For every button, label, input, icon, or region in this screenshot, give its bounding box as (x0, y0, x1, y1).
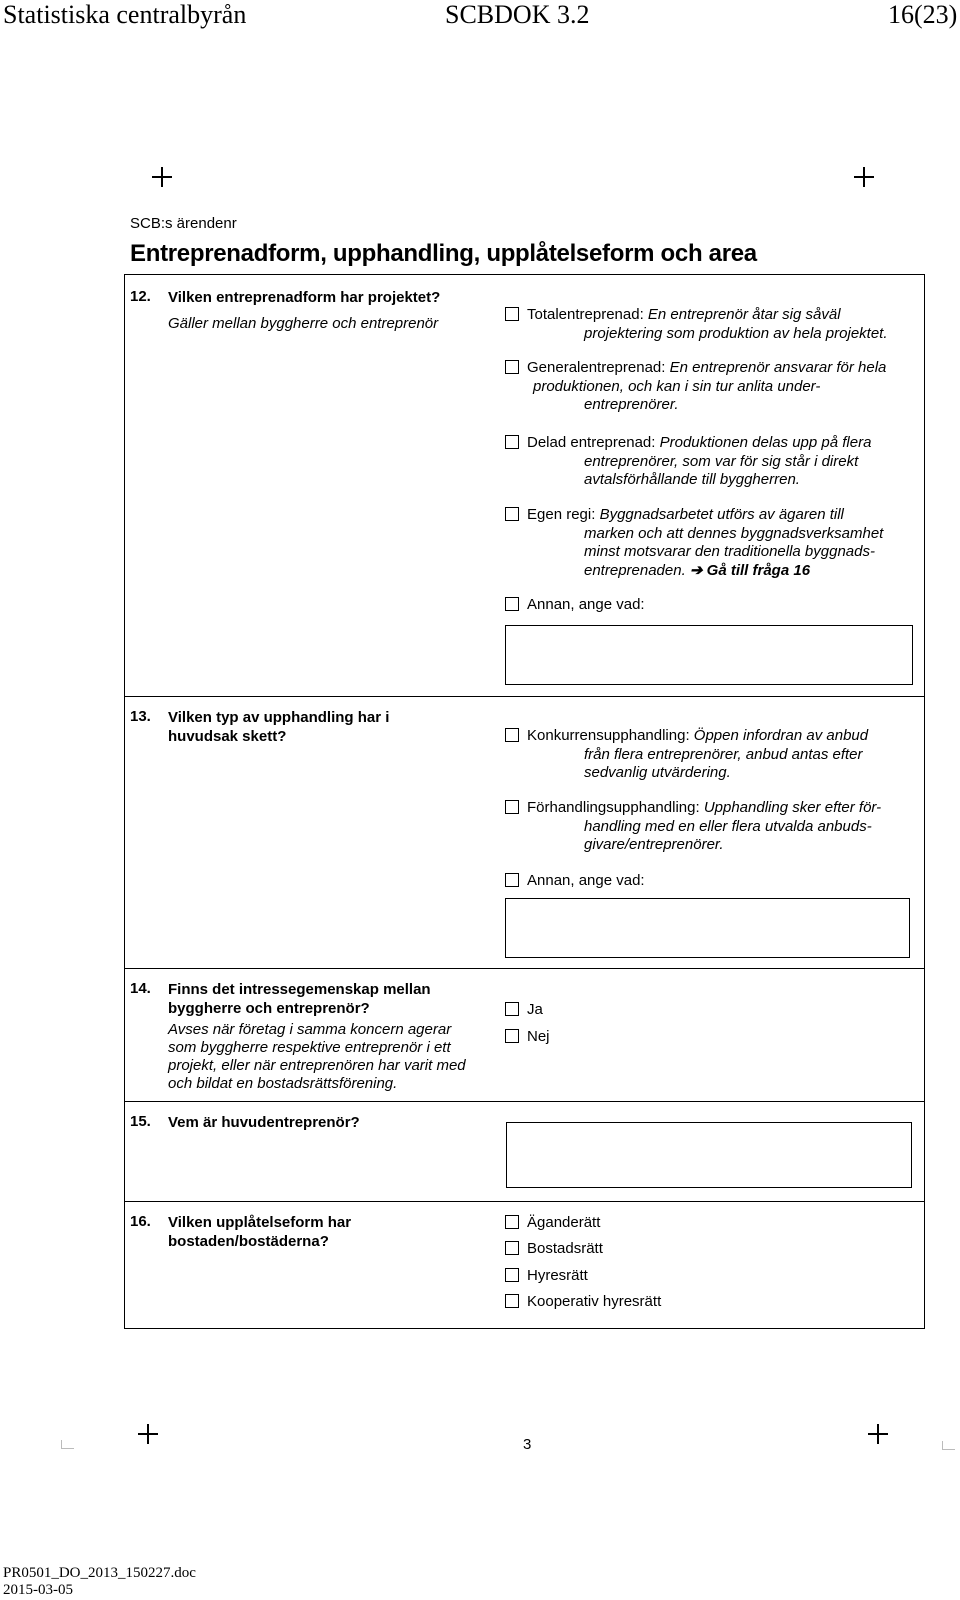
q13-number: 13. (130, 708, 151, 725)
checkbox[interactable] (505, 307, 519, 321)
q12-option-delad-entreprenad[interactable] (505, 434, 913, 490)
option-description: givare/entreprenörer. (584, 836, 724, 853)
option-description: marken och att dennes byggnadsverksamhet (584, 524, 884, 542)
option-description: entreprenörer. (584, 396, 679, 413)
arendenr-label: SCB:s ärendenr (130, 215, 237, 232)
header-org: Statistiska centralbyrån (3, 0, 247, 29)
option-description: Upphandling sker efter för- (703, 799, 882, 816)
q14-option-nej[interactable] (505, 1028, 913, 1047)
q14-question: Finns det intressegemenskap mellan byggherre och entreprenör? (168, 981, 431, 1017)
registration-mark-top-left (152, 167, 172, 187)
q14-help: Avses när företag i samma koncern agerar som byggherre respektive entreprenör i ett projekt, eller när entreprenören har varit med och bildat en bostadsrättsförening. (168, 1021, 466, 1092)
option-label: Annan, ange vad: (527, 872, 645, 889)
q16-question: Vilken upplåtelseform har bostaden/bostäderna? (168, 1214, 352, 1250)
checkbox[interactable] (505, 507, 519, 521)
q15-answer-input[interactable] (506, 1122, 912, 1188)
q14-option-ja[interactable] (505, 1001, 913, 1020)
checkbox[interactable] (505, 1241, 519, 1255)
checkbox[interactable] (505, 1294, 519, 1308)
divider-q15 (124, 1101, 925, 1102)
option-description: produktionen, och kan i sin tur anlita under- (533, 377, 821, 395)
q13-question: Vilken typ av upphandling har i huvudsak skett? (168, 709, 390, 745)
option-label: Totalentreprenad: (527, 306, 644, 323)
option-description: En entreprenör ansvarar för hela (669, 359, 887, 376)
footer-date: 2015-03-05 (3, 1582, 73, 1598)
corner-mark-right (942, 1441, 955, 1450)
q13-option-forhandlingsupphandling[interactable] (505, 799, 913, 855)
q13-option-annan[interactable] (505, 872, 913, 891)
q12-option-generalentreprenad[interactable] (505, 359, 913, 415)
divider-q13 (124, 696, 925, 697)
q12-question: Vilken entreprenadform har projektet? (168, 289, 441, 306)
q12-option-egen-regi[interactable] (505, 506, 913, 580)
option-label: Konkurrensupphandling: (527, 727, 690, 744)
option-label: Förhandlingsupphandling: (527, 799, 700, 816)
q12-other-input[interactable] (505, 625, 913, 685)
checkbox[interactable] (505, 728, 519, 742)
option-description: entreprenörer, som var för sig står i direkt (584, 452, 859, 470)
registration-mark-top-right (854, 167, 874, 187)
q15-number: 15. (130, 1113, 151, 1130)
q16-option-hyresratt[interactable] (505, 1267, 913, 1286)
checkbox[interactable] (505, 1215, 519, 1229)
divider-q14 (124, 968, 925, 969)
option-label: Egen regi: (527, 506, 596, 523)
option-description: avtalsförhållande till byggherren. (584, 471, 800, 488)
q14-number: 14. (130, 980, 151, 997)
option-description: Öppen infordran av anbud (693, 727, 869, 744)
q16-number: 16. (130, 1213, 151, 1230)
header-page: 16(23) (888, 0, 958, 29)
checkbox[interactable] (505, 800, 519, 814)
option-description: entreprenaden. (584, 561, 686, 579)
q15-question: Vem är huvudentreprenör? (168, 1114, 360, 1131)
option-label: Kooperativ hyresrätt (527, 1293, 662, 1310)
option-label: Generalentreprenad: (527, 359, 666, 376)
option-description: projektering som produktion av hela projektet. (584, 324, 888, 342)
checkbox[interactable] (505, 1002, 519, 1016)
form-title: Entreprenadform, upphandling, upplåtelseform och area (130, 240, 757, 267)
option-label: Ja (527, 1001, 543, 1018)
option-description: En entreprenör åtar sig såväl (647, 306, 841, 323)
q13-option-konkurrensupphandling[interactable] (505, 727, 913, 783)
checkbox[interactable] (505, 360, 519, 374)
option-description: Produktionen delas upp på flera (659, 434, 872, 451)
corner-mark-left (61, 1440, 74, 1449)
q12-option-totalentreprenad[interactable] (505, 306, 913, 343)
q16-option-bostadsratt[interactable] (505, 1240, 913, 1259)
option-description: från flera entreprenörer, anbud antas efter (584, 745, 863, 763)
footer-file: PR0501_DO_2013_150227.doc (3, 1565, 196, 1581)
checkbox[interactable] (505, 1029, 519, 1043)
checkbox[interactable] (505, 873, 519, 887)
registration-mark-bottom-left (138, 1424, 158, 1444)
form-page-number: 3 (523, 1436, 532, 1453)
q16-option-aganderatt[interactable] (505, 1214, 913, 1233)
q13-other-input[interactable] (505, 898, 910, 958)
option-label: Äganderätt (527, 1214, 601, 1231)
option-description: Byggnadsarbetet utförs av ägaren till (599, 506, 844, 523)
checkbox[interactable] (505, 1268, 519, 1282)
q12-help: Gäller mellan byggherre och entreprenör (168, 315, 439, 332)
option-label: Bostadsrätt (527, 1240, 603, 1257)
option-label: Hyresrätt (527, 1267, 588, 1284)
option-description: sedvanlig utvärdering. (584, 764, 731, 781)
checkbox[interactable] (505, 435, 519, 449)
option-description: handling med en eller flera utvalda anbuds- (584, 817, 872, 835)
option-label: Nej (527, 1028, 550, 1045)
q12-option-annan[interactable] (505, 596, 913, 615)
checkbox[interactable] (505, 597, 519, 611)
header-doc: SCBDOK 3.2 (445, 0, 590, 29)
option-description: minst motsvarar den traditionella byggnads- (584, 543, 875, 560)
goto-instruction: ➔ Gå till fråga 16 (689, 561, 811, 579)
option-label: Delad entreprenad: (527, 434, 656, 451)
divider-q16 (124, 1201, 925, 1202)
option-label: Annan, ange vad: (527, 596, 645, 613)
registration-mark-bottom-right (868, 1424, 888, 1444)
q12-number: 12. (130, 288, 151, 305)
q16-option-kooperativ-hyresratt[interactable] (505, 1293, 913, 1312)
